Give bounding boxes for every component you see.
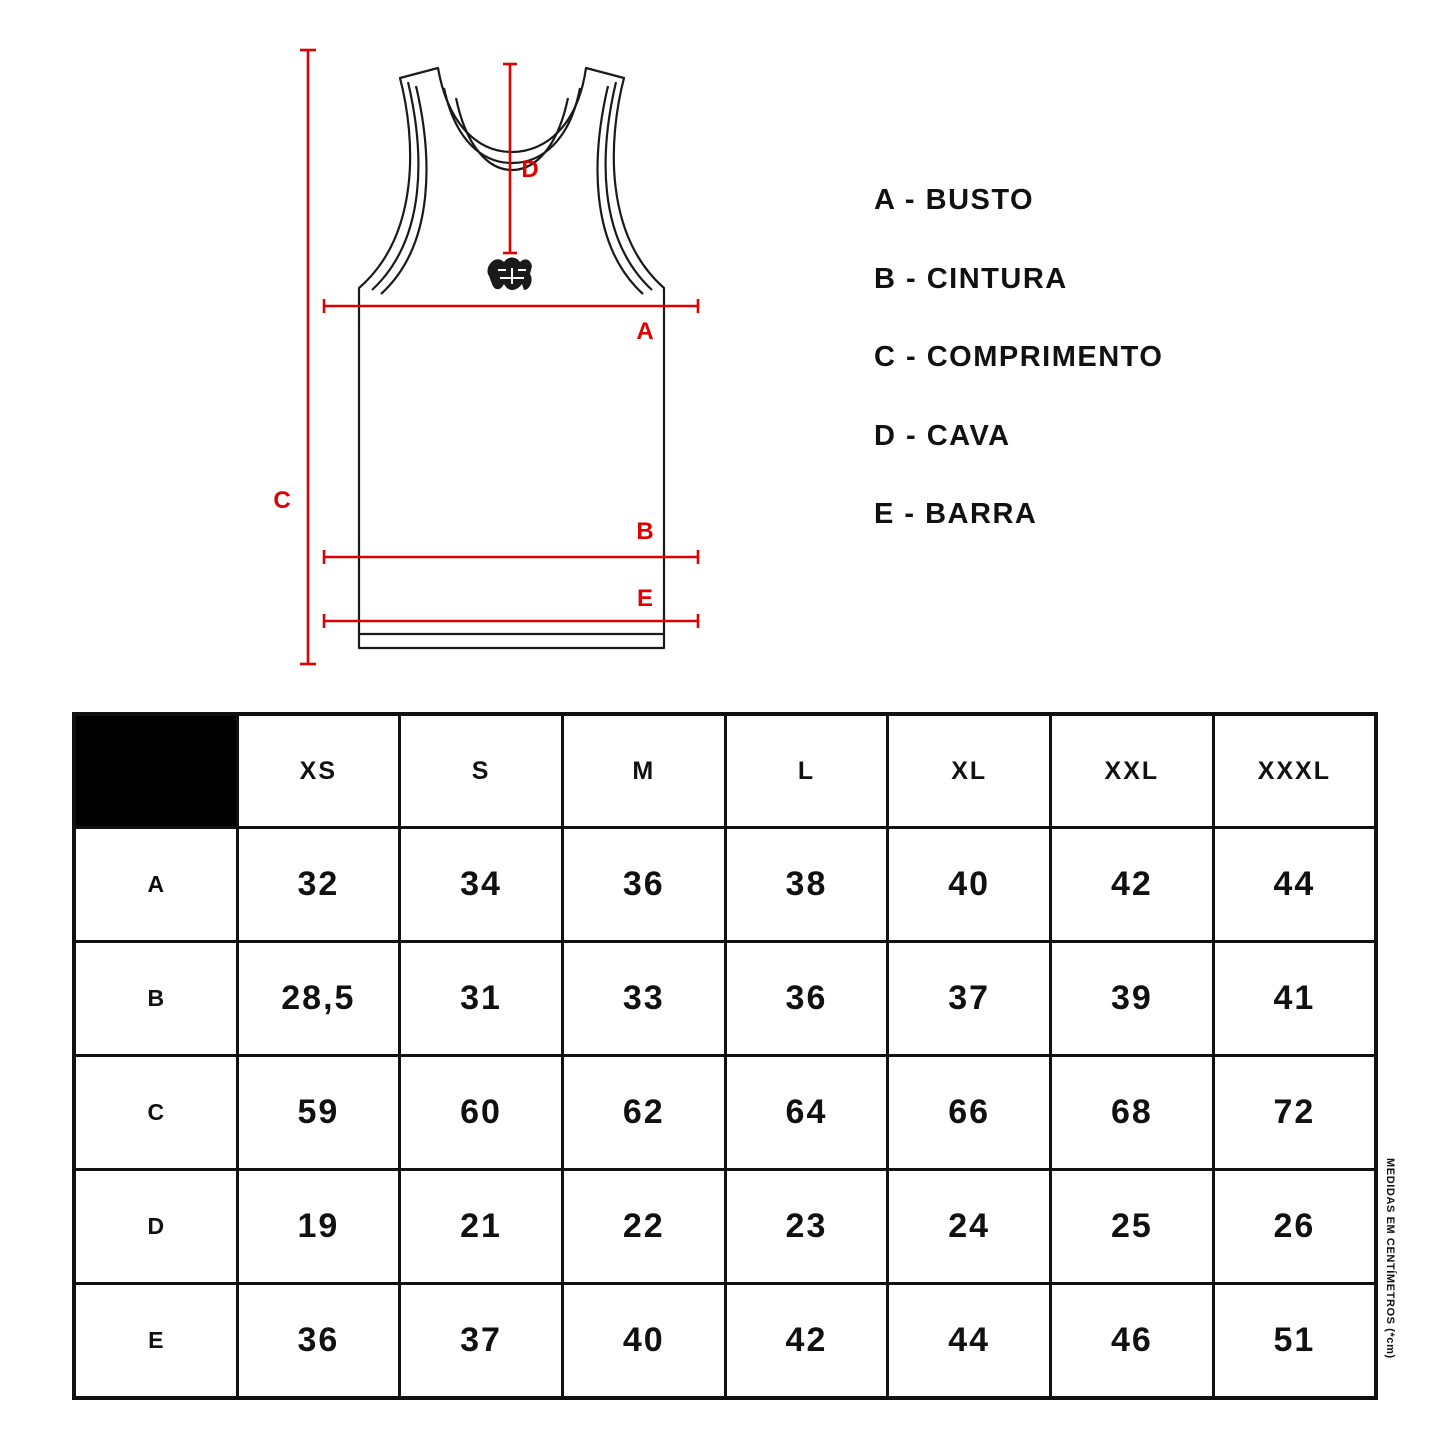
table-cell: 22 (562, 1170, 725, 1284)
label-c: C (273, 487, 291, 514)
table-row (74, 828, 1376, 942)
row-label: A (74, 828, 237, 942)
table-cell: 39 (1051, 942, 1214, 1056)
size-header-xl: XL (888, 714, 1051, 828)
legend-item-busto: A - BUSTO (874, 184, 1035, 216)
table-cell: 24 (888, 1170, 1051, 1284)
legend-item-cava: D - CAVA (874, 419, 1011, 452)
table-cell: 23 (725, 1170, 888, 1284)
legend-item-cintura: B - CINTURA (874, 262, 1068, 295)
table-cell: 34 (400, 828, 563, 942)
table-cell: 60 (400, 1056, 563, 1170)
label-a: A (636, 318, 654, 345)
table-cell: 28,5 (237, 942, 400, 1056)
table-cell: 51 (1213, 1284, 1376, 1398)
table-cell: 37 (400, 1284, 563, 1398)
legend-item-comprimento: C - COMPRIMENTO (874, 341, 1164, 373)
table-cell: 72 (1213, 1056, 1376, 1170)
size-header-l: L (725, 714, 888, 828)
table-cell: 66 (888, 1056, 1051, 1170)
table-corner (74, 714, 237, 828)
table-cell: 31 (400, 942, 563, 1056)
tank-top-outline (359, 68, 664, 648)
table-cell: 42 (1051, 828, 1214, 942)
size-header-xxxl: XXXL (1213, 714, 1376, 828)
table-cell: 26 (1213, 1170, 1376, 1284)
size-header-xxl: XXL (1051, 714, 1214, 828)
size-header-s: S (400, 714, 563, 828)
label-b: B (636, 518, 654, 545)
table-cell: 32 (237, 828, 400, 942)
size-header-row (74, 714, 1376, 828)
table-cell: 41 (1213, 942, 1376, 1056)
measurement-legend (874, 178, 1163, 571)
table-cell: 37 (888, 942, 1051, 1056)
size-header-xs: XS (237, 714, 400, 828)
table-cell: 62 (562, 1056, 725, 1170)
table-cell: 19 (237, 1170, 400, 1284)
table-row (74, 1284, 1376, 1398)
table-cell: 46 (1051, 1284, 1214, 1398)
table-cell: 64 (725, 1056, 888, 1170)
table-cell: 40 (888, 828, 1051, 942)
table-cell: 36 (237, 1284, 400, 1398)
row-label: B (74, 942, 237, 1056)
table-cell: 25 (1051, 1170, 1214, 1284)
table-cell: 21 (400, 1170, 563, 1284)
legend-item-barra: E - BARRA (874, 498, 1038, 530)
table-cell: 59 (237, 1056, 400, 1170)
table-cell: 44 (1213, 828, 1376, 942)
size-table (72, 712, 1378, 1400)
table-cell: 36 (725, 942, 888, 1056)
table-cell: 33 (562, 942, 725, 1056)
garment-diagram (0, 0, 1448, 700)
table-cell: 40 (562, 1284, 725, 1398)
label-d: D (521, 156, 539, 183)
table-cell: 68 (1051, 1056, 1214, 1170)
table-row (74, 1170, 1376, 1284)
table-row (74, 1056, 1376, 1170)
label-e: E (636, 585, 654, 612)
row-label: D (74, 1170, 237, 1284)
brand-monogram-icon (487, 258, 532, 291)
row-label: C (74, 1056, 237, 1170)
table-row (74, 942, 1376, 1056)
table-cell: 36 (562, 828, 725, 942)
size-header-m: M (562, 714, 725, 828)
table-cell: 42 (725, 1284, 888, 1398)
table-cell: 44 (888, 1284, 1051, 1398)
units-note: MEDIDAS EM CENTÍMETROS (*cm) (1384, 1158, 1396, 1359)
table-cell: 38 (725, 828, 888, 942)
row-label: E (74, 1284, 237, 1398)
measure-labels (273, 156, 653, 612)
